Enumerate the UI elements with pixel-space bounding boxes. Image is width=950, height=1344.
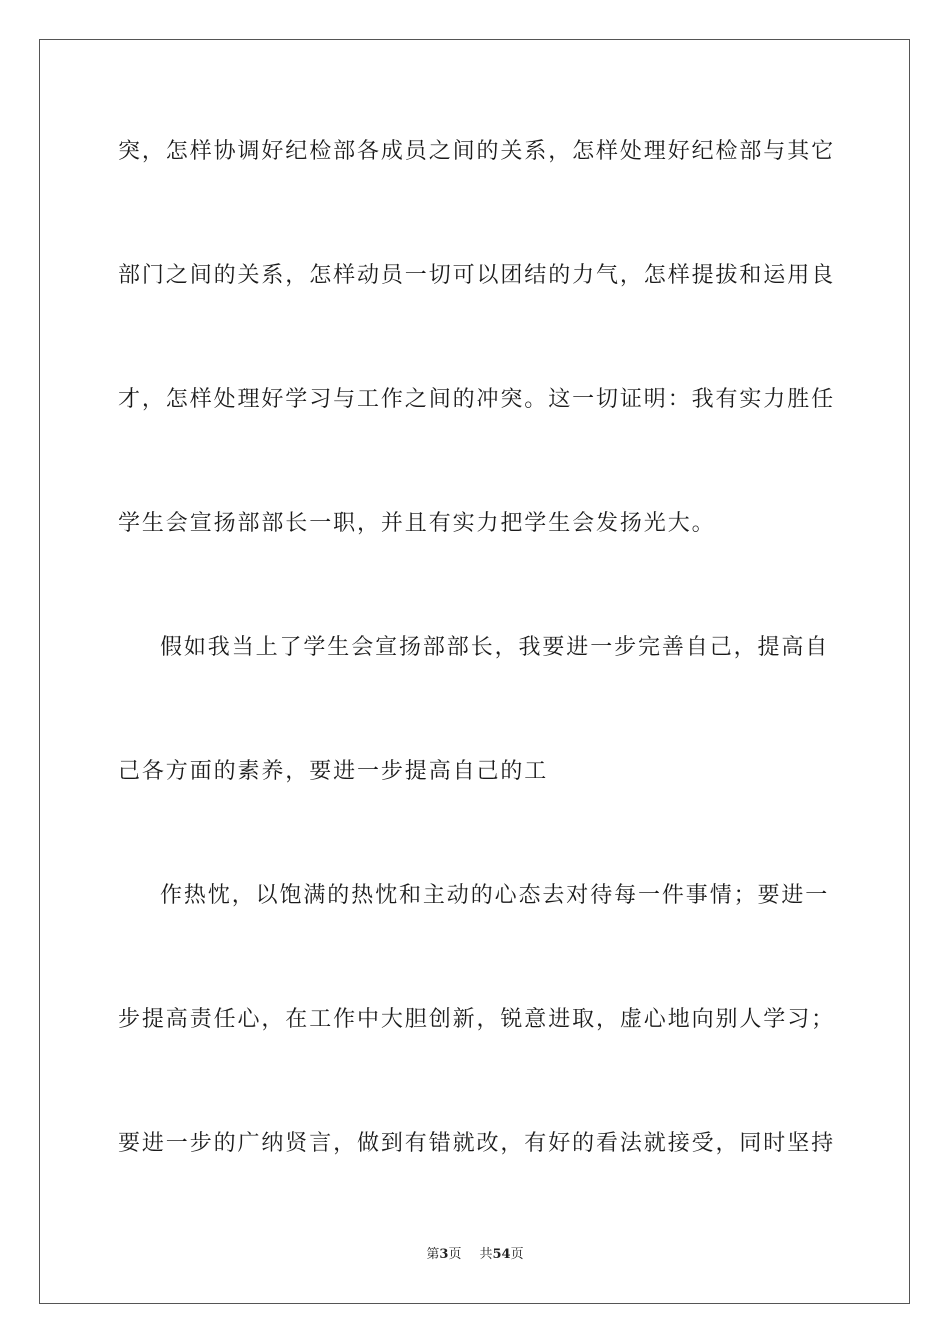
text-line-7-paragraph-start: 作热忱，以饱满的热忱和主动的心态去对待每一件事情；要进一 [160, 883, 830, 908]
footer-total-suffix: 页 [510, 1247, 524, 1262]
text-line-4: 学生会宣扬部部长一职，并且有实力把学生会发扬光大。 [118, 511, 716, 536]
footer-total-pages: 54 [492, 1247, 511, 1262]
text-line-9: 要进一步的广纳贤言，做到有错就改，有好的看法就接受，同时坚持 [118, 1131, 836, 1156]
text-line-3: 才，怎样处理好学习与工作之间的冲突。这一切证明：我有实力胜任 [118, 387, 836, 412]
page-footer [0, 1246, 950, 1264]
text-line-6: 己各方面的素养，要进一步提高自己的工 [118, 759, 549, 784]
footer-page-prefix: 第 [426, 1247, 440, 1262]
text-line-2: 部门之间的关系，怎样动员一切可以团结的力气，怎样提拔和运用良 [118, 263, 836, 288]
text-line-5-paragraph-start: 假如我当上了学生会宣扬部部长，我要进一步完善自己，提高自 [160, 635, 830, 660]
footer-page-number: 3 [439, 1247, 449, 1262]
text-line-1: 突，怎样协调好纪检部各成员之间的关系，怎样处理好纪检部与其它 [118, 139, 836, 164]
text-line-8: 步提高责任心，在工作中大胆创新，锐意进取，虚心地向别人学习； [118, 1007, 836, 1032]
footer-page-suffix: 页 [448, 1247, 462, 1262]
page-border [39, 39, 910, 1304]
footer-total-prefix: 共 [479, 1247, 493, 1262]
